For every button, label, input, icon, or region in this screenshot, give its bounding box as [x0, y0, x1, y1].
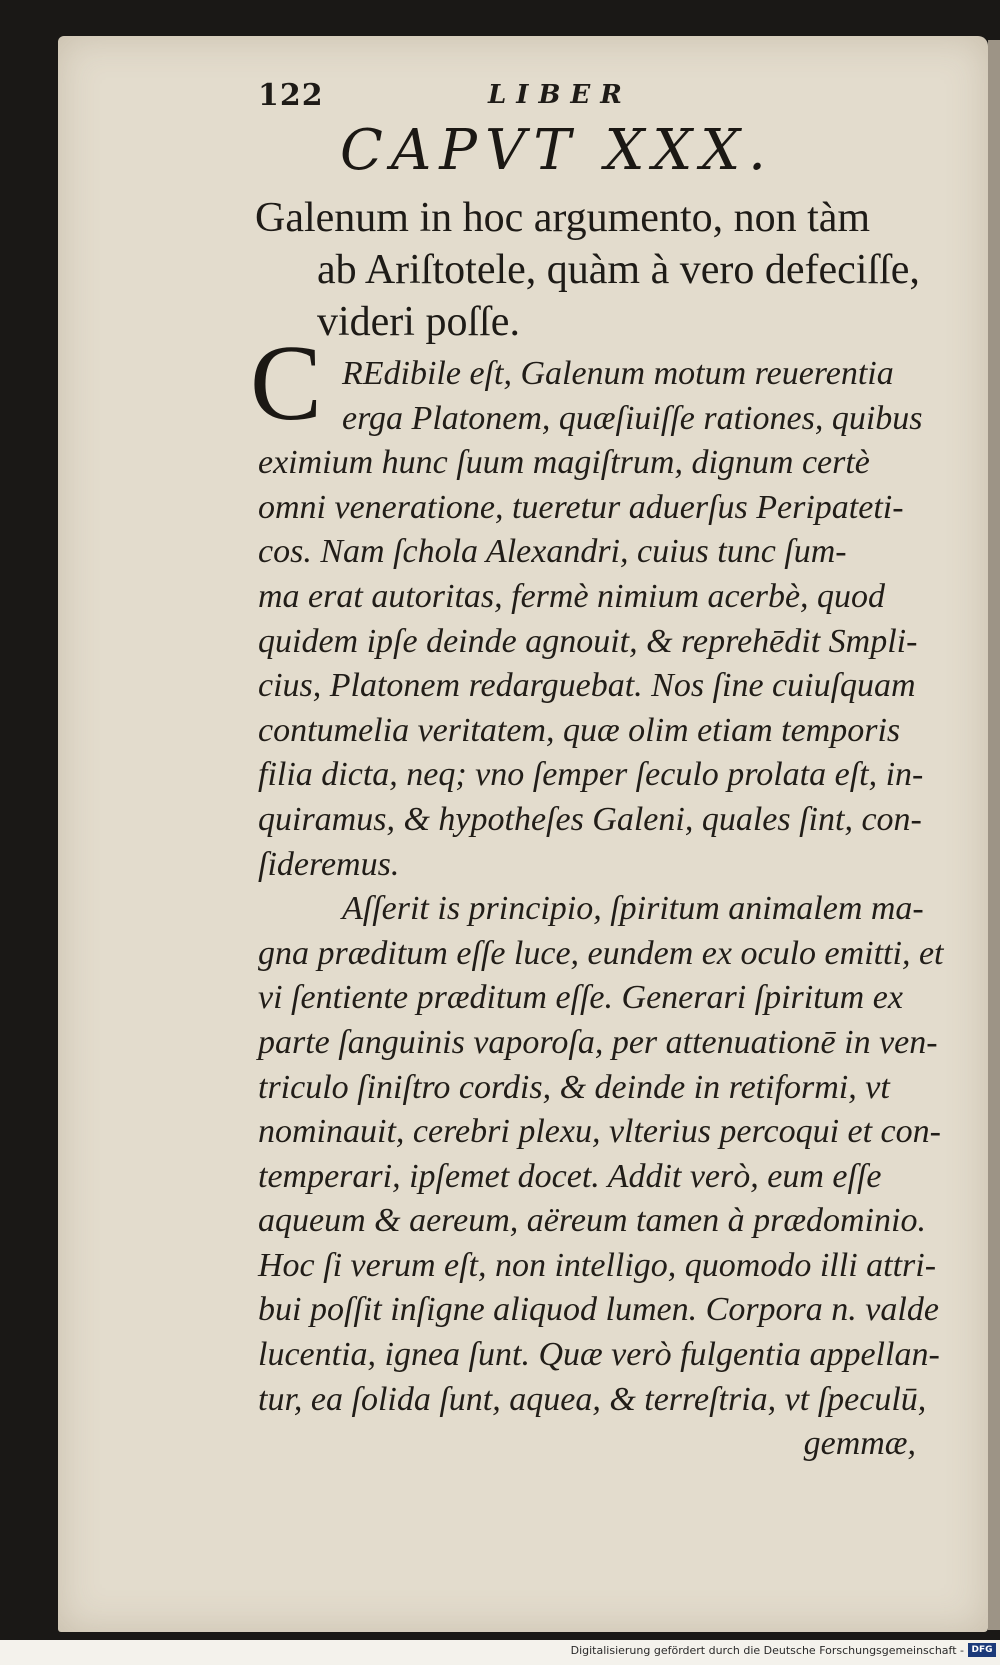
text-line: parte ſanguinis vaporoſa, per attenuationē in ven- — [258, 1023, 938, 1061]
chapter-title: CAPVT XXX. — [340, 118, 774, 183]
summary-line: ab Ariſtotele, quàm à vero defeciſſe, — [317, 247, 920, 293]
text-line: eximium hunc ſuum magiſtrum, dignum certè — [258, 444, 870, 482]
text-line: omni veneratione, tueretur aduerſus Peripateti- — [258, 488, 904, 526]
text-line: cos. Nam ſchola Alexandri, cuius tunc ſum- — [258, 533, 847, 571]
text-line: contumelia veritatem, quæ olim etiam temporis — [258, 711, 901, 749]
text-line: tur, ea ſolida ſunt, aquea, & terreſtria, vt ſpeculū, — [258, 1380, 927, 1418]
chapter-summary — [255, 192, 955, 348]
text-line: vi ſentiente præditum eſſe. Generari ſpiritum ex — [258, 979, 903, 1017]
running-head: LIBER — [488, 80, 632, 110]
text-line: ma erat autoritas, fermè nimium acerbè, quod — [258, 577, 886, 615]
text-line: lucentia, ignea ſunt. Quæ verò fulgentia appellan- — [258, 1336, 940, 1374]
body-text — [258, 352, 958, 1467]
page-edge — [988, 40, 1000, 1630]
dfg-logo-icon: DFG — [968, 1643, 996, 1657]
text-line: filia dicta, neq; vno ſemper ſeculo prolata eſt, in- — [258, 756, 924, 794]
text-line: cius, Platonem redarguebat. Nos ſine cuiuſquam — [258, 667, 916, 705]
text-line: temperari, ipſemet docet. Addit verò, eum eſſe — [258, 1157, 882, 1195]
drop-cap: C — [250, 324, 323, 443]
page-number: 122 — [258, 78, 324, 113]
text-line: Aſſerit is principio, ſpiritum animalem ma- — [342, 890, 924, 928]
catchword: gemmæ, — [803, 1425, 916, 1463]
text-line: triculo ſiniſtro cordis, & deinde in retiformi, vt — [258, 1068, 890, 1106]
summary-line: Galenum in hoc argumento, non tàm — [255, 195, 871, 241]
text-line: erga Platonem, quæſiuiſſe rationes, quibus — [342, 399, 923, 437]
text-line: gna præditum eſſe luce, eundem ex oculo emitti, et — [258, 934, 944, 972]
footer-bar — [0, 1640, 1000, 1665]
text-line: quiramus, & hypotheſes Galeni, quales ſint, con- — [258, 800, 922, 838]
text-line: REdibile eſt, Galenum motum reuerentia — [342, 355, 894, 392]
summary-line: videri poſſe. — [317, 299, 520, 345]
text-line: bui poſſit inſigne aliquod lumen. Corpora n. valde — [258, 1291, 939, 1329]
text-line: aqueum & aereum, aëreum tamen à prædominio. — [258, 1202, 926, 1240]
text-line: Hoc ſi verum eſt, non intelligo, quomodo illi attri- — [258, 1246, 937, 1284]
funding-notice: Digitalisierung gefördert durch die Deutsche Forschungsgemeinschaft - — [570, 1644, 964, 1657]
text-line: quidem ipſe deinde agnouit, & reprehēdit Smpli- — [258, 622, 918, 660]
text-line: nominauit, cerebri plexu, vlterius percoqui et con- — [258, 1113, 941, 1151]
page-header — [258, 78, 668, 118]
text-line: ſideremus. — [258, 845, 400, 883]
